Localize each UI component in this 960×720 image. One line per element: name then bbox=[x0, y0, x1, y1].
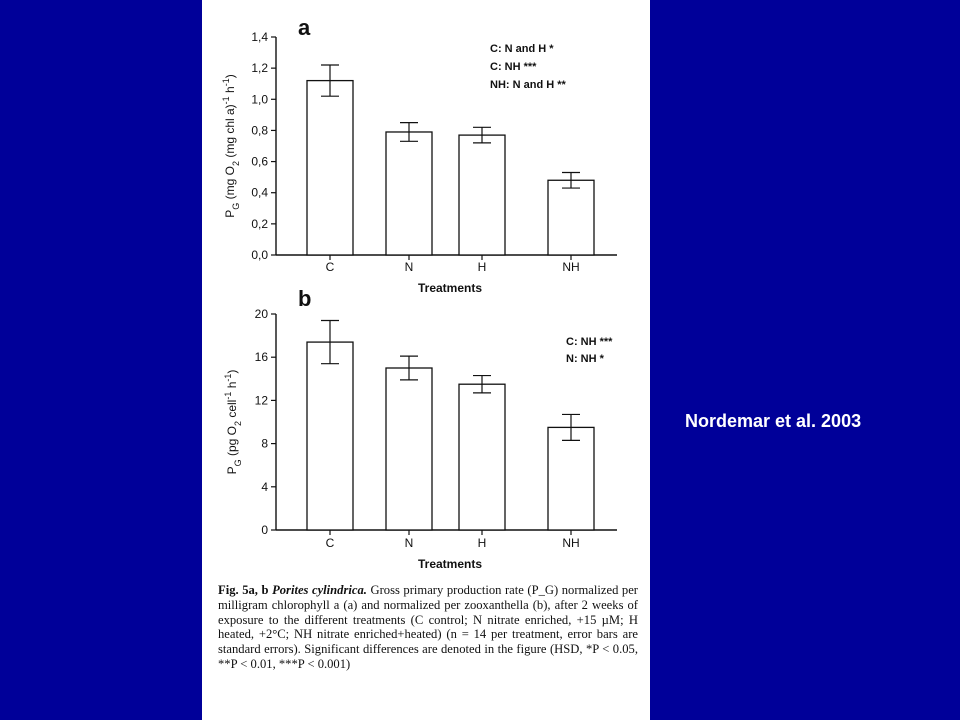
y-tick-label: 1,4 bbox=[251, 30, 268, 44]
caption-species: Porites cylindrica. bbox=[272, 583, 367, 597]
significance-note: C: NH *** bbox=[490, 61, 537, 73]
significance-note: NH: N and H ** bbox=[490, 79, 566, 91]
y-axis-label: $P_G$ (mg $O_2$ (mg chl a)$^{-1}$ $h^{-1}$) bbox=[221, 74, 241, 218]
bar-N bbox=[386, 368, 432, 530]
panel-letter: a bbox=[298, 15, 311, 40]
bar-NH bbox=[548, 180, 594, 255]
panel-letter: b bbox=[298, 286, 312, 311]
x-tick-label: N bbox=[404, 536, 414, 550]
caption-lead: Fig. 5a, b bbox=[218, 583, 269, 597]
x-tick-label: H bbox=[477, 260, 487, 274]
x-tick-label: H bbox=[477, 536, 487, 550]
y-tick-label: 12 bbox=[254, 393, 268, 408]
y-tick-label: 0,0 bbox=[251, 248, 268, 262]
figure bbox=[202, 0, 650, 580]
y-tick-label: 0,6 bbox=[251, 154, 268, 169]
x-tick-label: NH bbox=[562, 536, 580, 550]
x-tick-label: NH bbox=[562, 260, 580, 274]
x-axis-label: Treatments bbox=[417, 281, 483, 295]
y-tick-label: 16 bbox=[254, 350, 268, 365]
bar-H bbox=[459, 135, 505, 255]
bar-NH bbox=[548, 427, 594, 530]
bar-H bbox=[459, 384, 505, 530]
y-tick-label: 0,2 bbox=[251, 216, 268, 231]
y-tick-label: 0,4 bbox=[251, 185, 268, 200]
chart-panel-a bbox=[221, 15, 617, 295]
y-tick-label: 4 bbox=[261, 479, 268, 494]
chart-panel-b bbox=[223, 286, 617, 571]
paper-figure bbox=[202, 0, 650, 720]
significance-note: C: N and H * bbox=[490, 43, 554, 55]
y-tick-label: 1,2 bbox=[251, 61, 268, 76]
bar-C bbox=[307, 81, 353, 255]
x-tick-label: C bbox=[325, 260, 335, 274]
y-tick-label: 0 bbox=[261, 523, 268, 537]
y-tick-label: 0,8 bbox=[251, 123, 268, 138]
figure-caption bbox=[218, 583, 638, 672]
bar-N bbox=[386, 132, 432, 255]
y-tick-label: 8 bbox=[261, 436, 268, 451]
x-tick-label: N bbox=[404, 260, 414, 274]
y-tick-label: 1,0 bbox=[251, 92, 268, 107]
caption-body: Gross primary production rate (P_G) normalized per milligram chlorophyll a (a) and normalized per zooxanthella (b), after 2 weeks of exposure to the different treatments (C control; N nitrate enriched, +15 µM; H heated, +2°C; NH nitrate enriched+heated) (n = 14 per treatment, error bars are standard errors). Significant differences are denoted in the figure (HSD, *P < 0.05, **P < 0.01, ***P < 0.001) bbox=[218, 583, 639, 671]
bar-C bbox=[307, 342, 353, 530]
y-tick-label: 20 bbox=[254, 307, 268, 321]
significance-note: N: NH * bbox=[566, 353, 604, 365]
x-axis-label: Treatments bbox=[417, 557, 483, 571]
x-tick-label: C bbox=[325, 536, 335, 550]
y-axis-label: $P_G$ (pg $O_2$ cell$^{-1}$ $h^{-1}$) bbox=[223, 369, 243, 475]
citation-label: Nordemar et al. 2003 bbox=[685, 411, 862, 431]
significance-note: C: NH *** bbox=[566, 336, 613, 348]
